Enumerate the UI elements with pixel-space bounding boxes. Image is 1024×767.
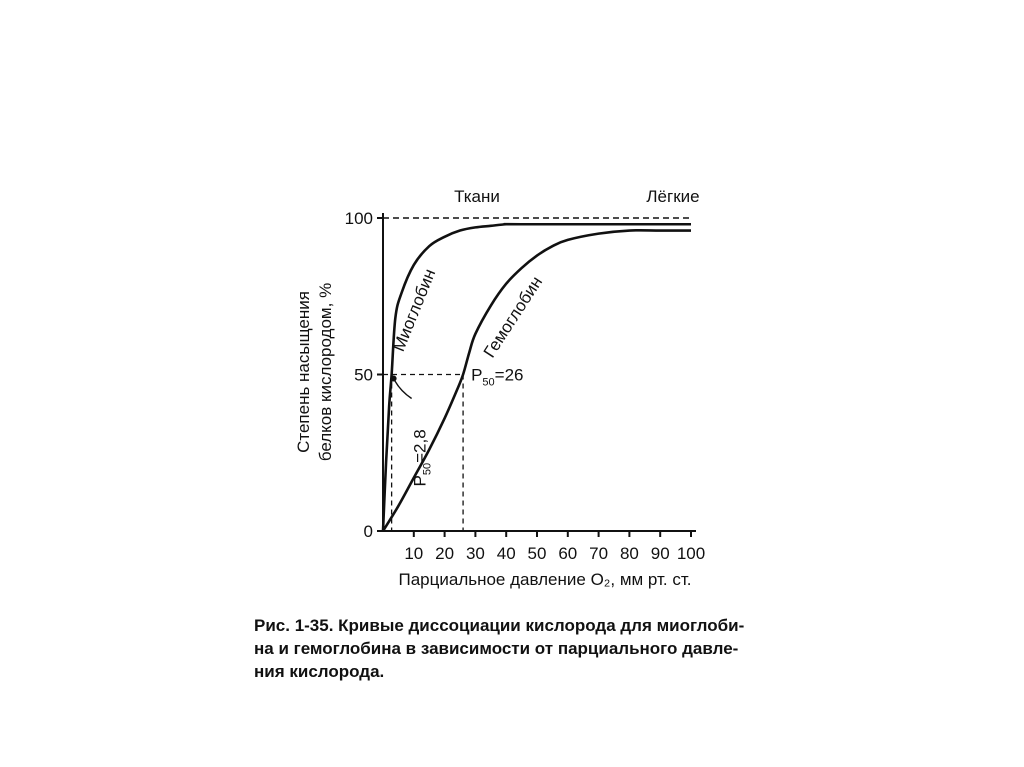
y-axis-title	[294, 283, 335, 461]
x-tick-label: 30	[465, 544, 485, 563]
annotations	[389, 266, 546, 486]
x-axis-ticks	[404, 531, 705, 563]
y-tick-label: 100	[344, 209, 373, 228]
caption-line-3: ния кислорода.	[254, 662, 385, 681]
figure-caption	[254, 614, 774, 683]
x-tick-label: 80	[619, 544, 639, 563]
x-tick-label: 20	[435, 544, 455, 563]
x-tick-label: 90	[650, 544, 670, 563]
caption-line-2: на и гемоглобина в зависимости от парциального давле-	[254, 639, 739, 658]
y-axis-title-line2: белков кислородом, %	[316, 282, 335, 462]
caption-line-1: Рис. 1-35. Кривые диссоциации кислорода для миоглоби-	[254, 616, 745, 635]
y-tick-label: 0	[363, 522, 373, 541]
p50-myoglobin-pointer-arrow	[394, 379, 412, 399]
y-axis-title-line1: Степень насыщения	[294, 291, 313, 453]
x-tick-label: 60	[558, 544, 578, 563]
p50-myoglobin-pointer-head	[391, 376, 397, 382]
x-tick-label: 10	[404, 544, 424, 563]
y-axis-ticks	[345, 209, 383, 541]
hemoglobin-curve-label: Гемоглобин	[479, 272, 547, 362]
y-tick-label: 50	[354, 365, 373, 385]
myoglobin-curve-label: Миоглобин	[389, 266, 440, 355]
x-tick-label: 50	[527, 544, 547, 563]
x-axis-title: Парциальное давление O₂, мм рт. ст.	[398, 570, 692, 589]
tissue-region-label: Ткани	[454, 187, 500, 206]
x-tick-label: 70	[589, 544, 609, 563]
x-tick-label: 40	[496, 544, 516, 563]
p50-myoglobin-label: $P_{50}=2,8$	[410, 429, 434, 487]
p50-hemoglobin-label: $P_{50}=26$	[471, 365, 524, 389]
x-tick-label: 100	[676, 544, 706, 563]
lungs-region-label: Лёгкие	[646, 187, 700, 206]
